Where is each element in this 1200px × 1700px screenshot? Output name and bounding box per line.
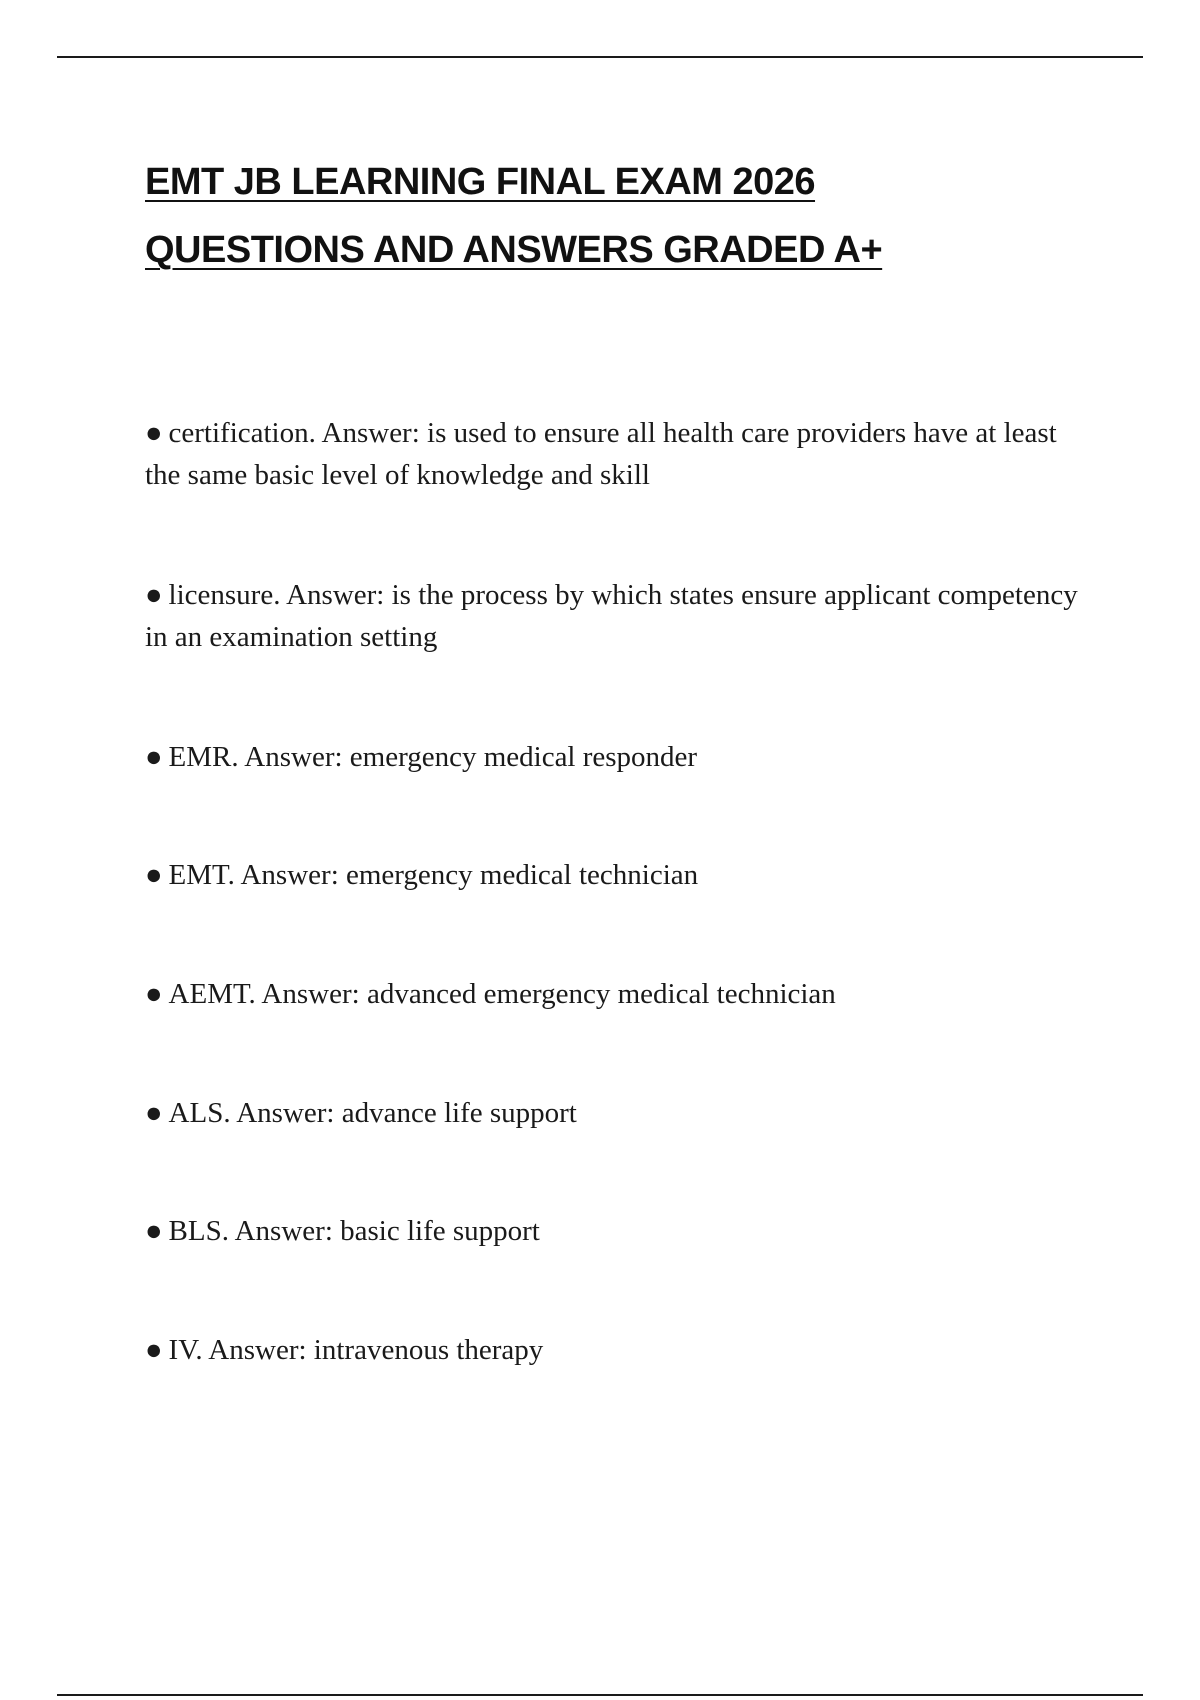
- item-text: ALS. Answer: advance life support: [168, 1097, 577, 1129]
- item-text: certification. Answer: is used to ensure all health care providers have at least the same basic level of knowledge and skill: [145, 417, 1057, 491]
- list-item: [145, 412, 1085, 496]
- item-text: licensure. Answer: is the process by which states ensure applicant competency in an examination setting: [145, 579, 1078, 653]
- bullet-icon: ●: [145, 978, 163, 1010]
- list-item: [145, 1210, 1085, 1252]
- list-item: [145, 574, 1085, 658]
- list-item: [145, 854, 1085, 896]
- bullet-icon: ●: [145, 859, 163, 891]
- list-item: [145, 736, 1085, 778]
- item-text: IV. Answer: intravenous therapy: [168, 1334, 544, 1366]
- bullet-icon: ●: [145, 579, 163, 611]
- bullet-icon: ●: [145, 417, 163, 449]
- bullet-icon: ●: [145, 1215, 163, 1247]
- bullet-icon: ●: [145, 1334, 163, 1366]
- list-item: [145, 1092, 1085, 1134]
- title-line-2: QUESTIONS AND ANSWERS GRADED A+: [145, 229, 883, 271]
- list-item: [145, 973, 1085, 1015]
- page-title: [145, 148, 1105, 284]
- bullet-icon: ●: [145, 741, 163, 773]
- title-line-1: EMT JB LEARNING FINAL EXAM 2026: [145, 161, 816, 203]
- item-text: EMT. Answer: emergency medical technician: [168, 859, 699, 891]
- bottom-rule: [57, 1694, 1143, 1696]
- list-item: [145, 1329, 1085, 1371]
- item-text: EMR. Answer: emergency medical responder: [168, 741, 698, 773]
- bullet-icon: ●: [145, 1097, 163, 1129]
- top-rule: [57, 56, 1143, 58]
- item-text: BLS. Answer: basic life support: [168, 1215, 540, 1247]
- item-text: AEMT. Answer: advanced emergency medical technician: [168, 978, 836, 1010]
